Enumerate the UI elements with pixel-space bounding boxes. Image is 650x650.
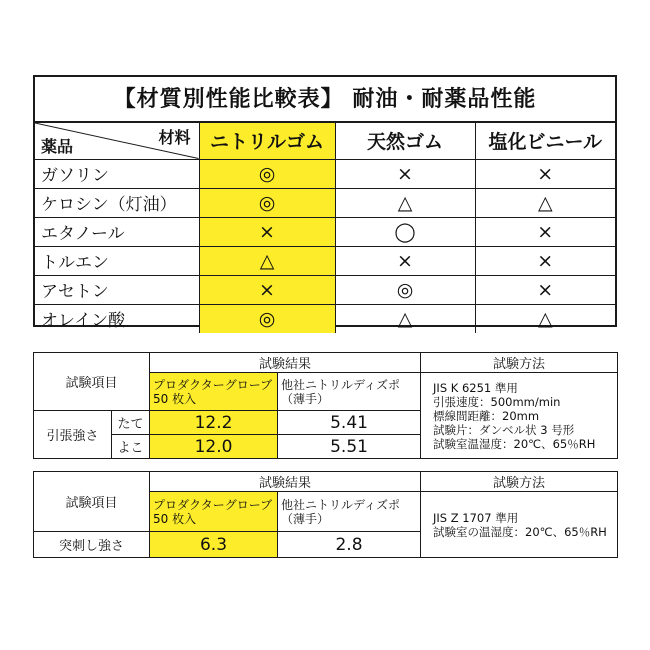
competitor-name-line2: （薄手） bbox=[281, 511, 330, 526]
product-value: 12.0 bbox=[150, 435, 278, 459]
test-results-header: 試験結果 bbox=[150, 353, 421, 373]
test-item-name: 突刺し強さ bbox=[34, 532, 150, 558]
method-line: 試験室温湿度：20℃、65％RH bbox=[433, 436, 596, 451]
product-name-line2: 50 枚入 bbox=[153, 511, 197, 526]
competitor-name-cell bbox=[278, 373, 421, 411]
rating-cell: ◯ bbox=[335, 217, 475, 246]
competitor-value: 2.8 bbox=[278, 532, 421, 558]
competitor-value: 5.41 bbox=[278, 411, 421, 435]
test-method-header: 試験方法 bbox=[421, 472, 618, 492]
rating-cell: △ bbox=[475, 304, 615, 333]
rating-cell: × bbox=[475, 275, 615, 304]
product-name-cell bbox=[150, 373, 278, 411]
product-name-line2: 50 枚入 bbox=[153, 391, 197, 406]
product-name-line1: プロダクターグローブ bbox=[153, 377, 273, 392]
chemical-name: トルエン bbox=[35, 246, 199, 275]
column-header-natural-rubber: 天然ゴム bbox=[335, 123, 475, 159]
competitor-name-cell bbox=[278, 492, 421, 532]
rating-cell: × bbox=[199, 275, 335, 304]
rating-cell: × bbox=[475, 246, 615, 275]
tensile-strength-table bbox=[33, 352, 618, 459]
test-method-header: 試験方法 bbox=[421, 353, 618, 373]
rating-cell: × bbox=[335, 159, 475, 188]
test-item-header: 試験項目 bbox=[34, 353, 150, 411]
test-item-header: 試験項目 bbox=[34, 472, 150, 532]
rating-cell: ◎ bbox=[199, 159, 335, 188]
table-row bbox=[35, 304, 615, 333]
table1-title: 【材質別性能比較表】 耐油・耐薬品性能 bbox=[35, 77, 615, 123]
method-line: 試験片：ダンベル状 3 号形 bbox=[433, 422, 575, 437]
sub-item-vertical: たて bbox=[112, 411, 150, 435]
chemical-name: ケロシン（灯油） bbox=[35, 188, 199, 217]
competitor-name-line1: 他社ニトリルディズポ bbox=[281, 497, 401, 512]
rating-cell: ◎ bbox=[199, 188, 335, 217]
method-line: 引張速度：500mm/min bbox=[433, 394, 561, 409]
rating-cell: × bbox=[475, 159, 615, 188]
method-line: JIS Z 1707 準用 bbox=[433, 510, 519, 525]
rating-cell: △ bbox=[335, 188, 475, 217]
rating-cell: △ bbox=[475, 188, 615, 217]
corner-material-label: 材料 bbox=[158, 128, 191, 147]
competitor-value: 5.51 bbox=[278, 435, 421, 459]
product-value: 12.2 bbox=[150, 411, 278, 435]
method-line: 標線間距離：20mm bbox=[433, 408, 540, 423]
rating-cell: △ bbox=[199, 246, 335, 275]
test-item-name: 引張強さ bbox=[34, 411, 112, 459]
competitor-name-line2: （薄手） bbox=[281, 391, 330, 406]
corner-cell bbox=[35, 123, 199, 159]
product-name-line1: プロダクターグローブ bbox=[153, 497, 273, 512]
rating-cell: × bbox=[199, 217, 335, 246]
method-line: JIS K 6251 準用 bbox=[433, 380, 518, 395]
test-results-header: 試験結果 bbox=[150, 472, 421, 492]
rating-cell: × bbox=[475, 217, 615, 246]
rating-cell: ◎ bbox=[335, 275, 475, 304]
chemical-resistance-table bbox=[33, 75, 617, 332]
product-value: 6.3 bbox=[150, 532, 278, 558]
competitor-name-line1: 他社ニトリルディズポ bbox=[281, 377, 401, 392]
chemical-name: エタノール bbox=[35, 217, 199, 246]
test-method-cell bbox=[421, 492, 618, 558]
rating-cell: ◎ bbox=[199, 304, 335, 333]
table-row bbox=[35, 217, 615, 246]
chemical-name: オレイン酸 bbox=[35, 304, 199, 333]
corner-chemical-label: 薬品 bbox=[41, 136, 74, 156]
column-header-nitrile: ニトリルゴム bbox=[199, 123, 335, 159]
chemical-name: アセトン bbox=[35, 275, 199, 304]
table-row bbox=[35, 159, 615, 188]
chemical-name: ガソリン bbox=[35, 159, 199, 188]
method-line: 試験室の温湿度：20℃、65％RH bbox=[433, 524, 607, 539]
product-name-cell bbox=[150, 492, 278, 532]
puncture-strength-table bbox=[33, 471, 618, 558]
rating-cell: × bbox=[335, 246, 475, 275]
sub-item-horizontal: よこ bbox=[112, 435, 150, 459]
table-row bbox=[35, 188, 615, 217]
table-row bbox=[35, 246, 615, 275]
column-header-pvc: 塩化ビニール bbox=[475, 123, 615, 159]
rating-cell: △ bbox=[335, 304, 475, 333]
test-method-cell bbox=[421, 373, 618, 459]
table-row bbox=[35, 275, 615, 304]
